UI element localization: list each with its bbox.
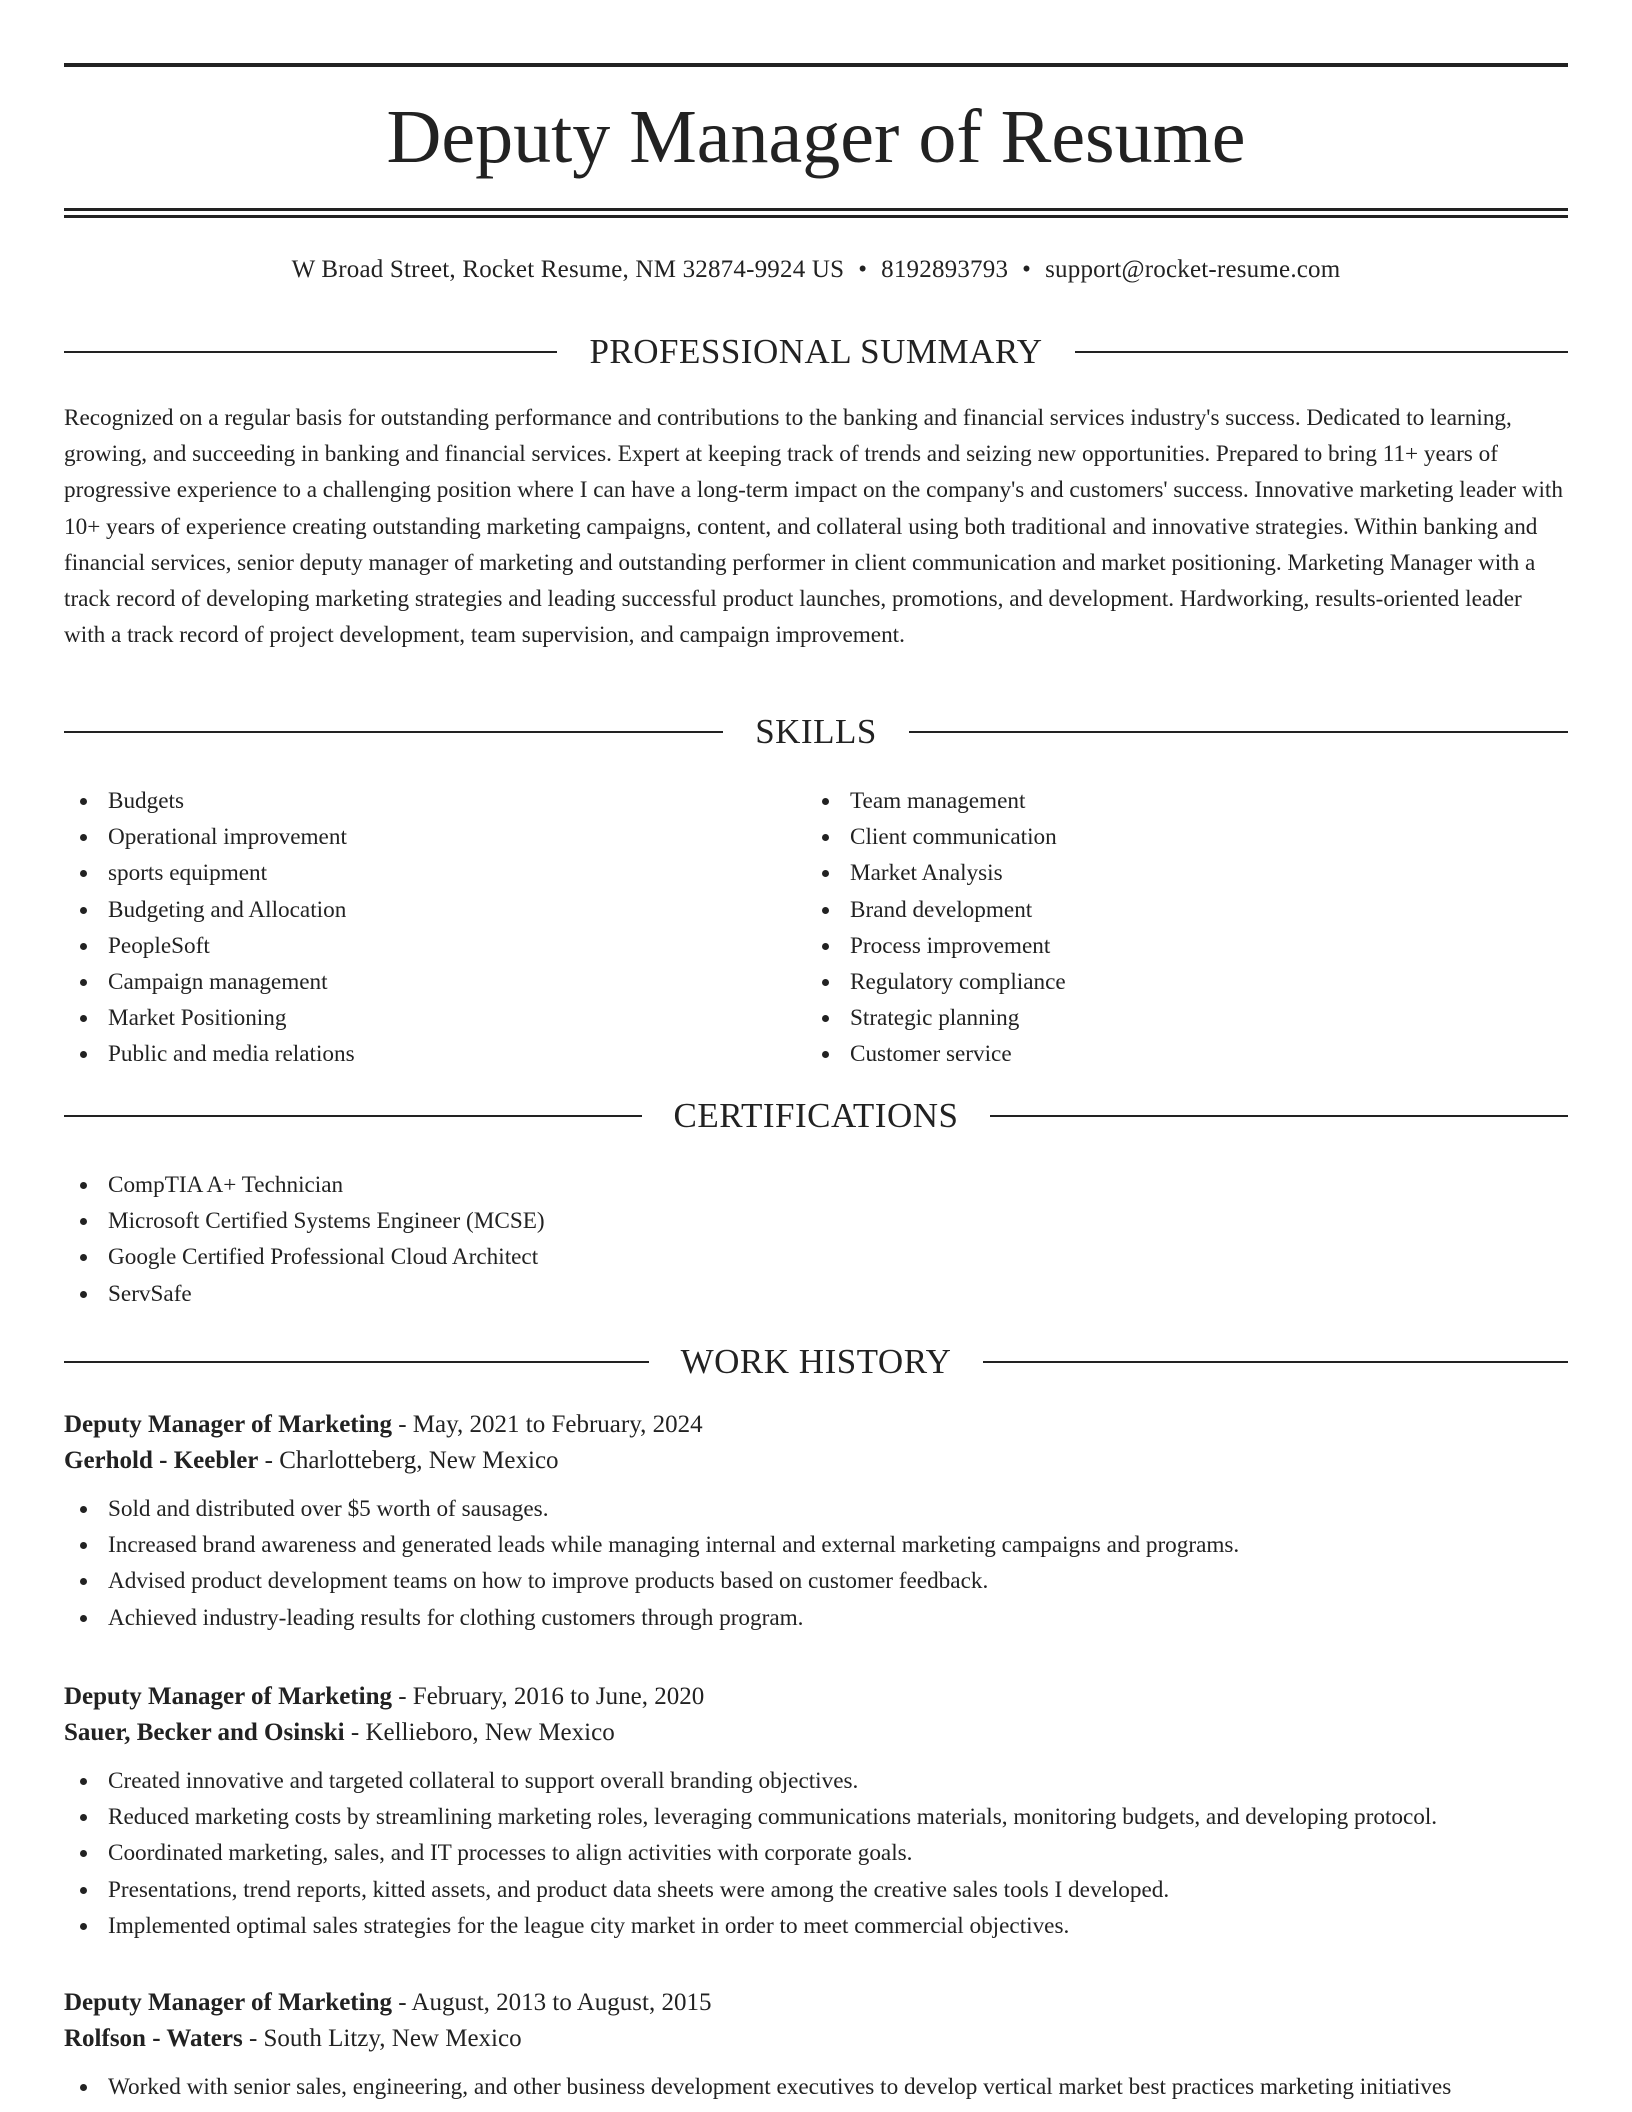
- section-header-skills: [64, 712, 1568, 752]
- section-rule: [983, 1361, 1568, 1363]
- skill-item: Budgeting and Allocation: [64, 892, 355, 928]
- contact-line: [64, 254, 1568, 286]
- contact-address: W Broad Street, Rocket Resume, NM 32874-9924 US: [291, 256, 845, 283]
- certification-item: CompTIA A+ Technician: [64, 1167, 545, 1203]
- job-bullet: Reduced marketing costs by streamlining marketing roles, leveraging communications materials, monitoring budgets, and developing protocol.: [64, 1799, 1568, 1835]
- job-title-line: [64, 1407, 1568, 1443]
- certification-item: Microsoft Certified Systems Engineer (MCSE): [64, 1203, 545, 1239]
- job-company: Rolfson - Waters: [64, 2025, 243, 2052]
- skill-item: Client communication: [806, 819, 1066, 855]
- certification-item: Google Certified Professional Cloud Architect: [64, 1239, 545, 1275]
- contact-separator: •: [1022, 256, 1032, 283]
- job-entry: [64, 1985, 1568, 2105]
- job-title: Deputy Manager of Marketing: [64, 1989, 392, 2016]
- skill-item: Process improvement: [806, 928, 1066, 964]
- job-bullet: Achieved industry-leading results for clothing customers through program.: [64, 1600, 1568, 1636]
- section-rule: [990, 1115, 1568, 1117]
- job-title-line: [64, 1985, 1568, 2021]
- contact-separator: •: [858, 256, 868, 283]
- resume-title: Deputy Manager of Resume: [386, 95, 1246, 179]
- section-rule: [64, 351, 557, 353]
- job-bullet: Presentations, trend reports, kitted assets, and product data sheets were among the creative sales tools I developed.: [64, 1872, 1568, 1908]
- section-header-summary: [64, 332, 1568, 372]
- job-location: - Charlotteberg, New Mexico: [258, 1447, 559, 1474]
- skill-item: Brand development: [806, 892, 1066, 928]
- certification-item: ServSafe: [64, 1276, 545, 1312]
- certifications-list: [64, 1167, 545, 1312]
- top-rule: [64, 63, 1568, 67]
- job-title: Deputy Manager of Marketing: [64, 1683, 392, 1710]
- job-entry: [64, 1407, 1568, 1636]
- skill-item: PeopleSoft: [64, 928, 355, 964]
- section-title-skills: SKILLS: [755, 712, 877, 751]
- job-company: Gerhold - Keebler: [64, 1447, 259, 1474]
- job-location: - Kellieboro, New Mexico: [344, 1719, 615, 1746]
- job-dates: - May, 2021 to February, 2024: [391, 1411, 703, 1438]
- job-bullet: Increased brand awareness and generated leads while managing internal and external marketing campaigns and programs.: [64, 1527, 1568, 1563]
- job-company-line: [64, 2021, 1568, 2057]
- section-rule: [64, 731, 723, 733]
- section-rule: [64, 1361, 649, 1363]
- skill-item: Public and media relations: [64, 1036, 355, 1072]
- job-bullet: Advised product development teams on how to improve products based on customer feedback.: [64, 1563, 1568, 1599]
- section-title-work-history: WORK HISTORY: [680, 1342, 952, 1381]
- professional-summary-text: Recognized on a regular basis for outstanding performance and contributions to the banking and financial services industry's success. Dedicated to learning, growing, and succeeding in banking and financial services. Expert at keeping track of trends and seizing new opportunities. Prepared to bring 11+ years of progressive experience to a challenging position where I can have a long-term impact on the company's and customers' success. Innovative marketing leader with 10+ years of experience creating outstanding marketing campaigns, content, and collateral using both traditional and innovative strategies. Within banking and financial services, senior deputy manager of marketing and outstanding performer in client communication and market positioning. Marketing Manager with a track record of developing marketing strategies and leading successful product launches, promotions, and development. Hardworking, results-oriented leader with a track record of project development, team supervision, and campaign improvement.: [64, 405, 1563, 649]
- section-rule: [1075, 351, 1568, 353]
- job-location: - South Litzy, New Mexico: [242, 2025, 522, 2052]
- job-dates: - August, 2013 to August, 2015: [391, 1989, 712, 2016]
- section-header-work-history: [64, 1342, 1568, 1382]
- section-rule: [64, 1115, 642, 1117]
- section-title-summary: PROFESSIONAL SUMMARY: [589, 332, 1043, 371]
- contact-email: support@rocket-resume.com: [1045, 256, 1341, 283]
- job-bullets: [64, 2069, 1568, 2105]
- skill-item: Market Positioning: [64, 1000, 355, 1036]
- job-bullet: Sold and distributed over $5 worth of sausages.: [64, 1491, 1568, 1527]
- job-bullets: [64, 1763, 1568, 1944]
- job-company: Sauer, Becker and Osinski: [64, 1719, 345, 1746]
- skills-list-left: [64, 783, 355, 1073]
- skill-item: sports equipment: [64, 855, 355, 891]
- skill-item: Regulatory compliance: [806, 964, 1066, 1000]
- job-bullet: Implemented optimal sales strategies for the league city market in order to meet commercial objectives.: [64, 1908, 1568, 1944]
- skill-item: Market Analysis: [806, 855, 1066, 891]
- job-bullet: Worked with senior sales, engineering, and other business development executives to develop vertical market best practices marketing initiatives: [64, 2069, 1568, 2105]
- section-rule: [909, 731, 1568, 733]
- skills-list-right: [806, 783, 1066, 1073]
- job-title: Deputy Manager of Marketing: [64, 1411, 392, 1438]
- job-dates: - February, 2016 to June, 2020: [391, 1683, 705, 1710]
- job-company-line: [64, 1443, 1568, 1479]
- title-double-rule: [64, 208, 1568, 218]
- skill-item: Customer service: [806, 1036, 1066, 1072]
- section-title-certifications: CERTIFICATIONS: [673, 1096, 959, 1135]
- section-header-certifications: [64, 1096, 1568, 1136]
- skill-item: Strategic planning: [806, 1000, 1066, 1036]
- job-bullet: Coordinated marketing, sales, and IT processes to align activities with corporate goals.: [64, 1835, 1568, 1871]
- skill-item: Budgets: [64, 783, 355, 819]
- skill-item: Campaign management: [64, 964, 355, 1000]
- job-entry: [64, 1679, 1568, 1944]
- job-title-line: [64, 1679, 1568, 1715]
- contact-phone: 8192893793: [881, 256, 1009, 283]
- job-bullet: Created innovative and targeted collateral to support overall branding objectives.: [64, 1763, 1568, 1799]
- job-company-line: [64, 1715, 1568, 1751]
- skill-item: Team management: [806, 783, 1066, 819]
- job-bullets: [64, 1491, 1568, 1636]
- skill-item: Operational improvement: [64, 819, 355, 855]
